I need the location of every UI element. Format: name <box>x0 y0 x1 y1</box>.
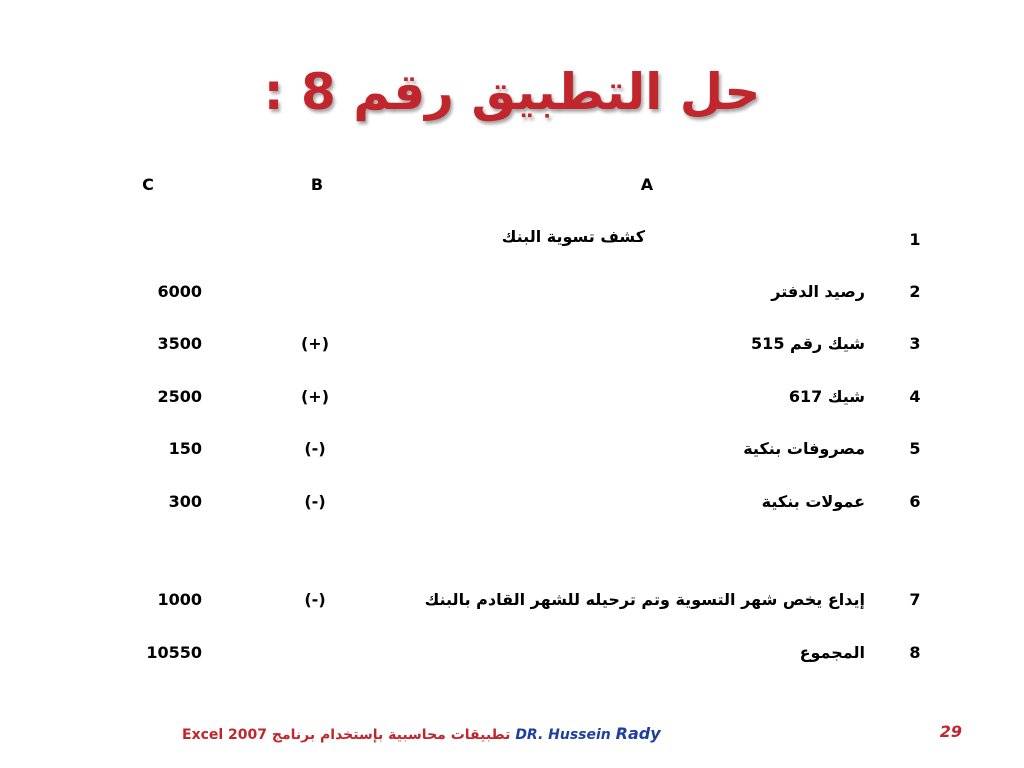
row-description: مصروفات بنكية <box>743 439 865 458</box>
row-description: رصيد الدفتر <box>771 282 865 301</box>
row-sign: (+) <box>300 334 330 353</box>
row-sign: (+) <box>300 387 330 406</box>
column-header-a: A <box>640 175 654 194</box>
table-row <box>0 487 1024 517</box>
row-number: 1 <box>909 230 921 249</box>
row-value: 6000 <box>157 282 202 301</box>
footer-author-name: Rady <box>615 724 661 743</box>
footer-arabic: تطبيقات محاسبية بإستخدام برنامج <box>271 727 511 743</box>
row-number: 3 <box>909 334 921 353</box>
table-row <box>0 434 1024 464</box>
table-row <box>0 277 1024 307</box>
row-sign <box>280 638 350 668</box>
footer-excel: Excel 2007 <box>182 727 268 743</box>
row-value: 1000 <box>157 590 202 609</box>
row-sign <box>280 225 350 255</box>
table-row <box>0 382 1024 412</box>
row-value: 10550 <box>146 643 202 662</box>
row-value: 2500 <box>157 387 202 406</box>
row-number: 5 <box>909 439 921 458</box>
row-description: شيك 617 <box>788 387 865 406</box>
row-description: عمولات بنكية <box>761 492 865 511</box>
footer-caption <box>182 722 661 746</box>
row-value: 150 <box>168 439 202 458</box>
row-sign: (-) <box>304 590 326 609</box>
table-row <box>0 329 1024 359</box>
row-number: 6 <box>909 492 921 511</box>
row-value: 300 <box>168 492 202 511</box>
row-description: المجموع <box>799 643 865 662</box>
row-number: 7 <box>909 590 921 609</box>
table-row <box>0 225 1024 255</box>
row-value: 3500 <box>157 334 202 353</box>
row-description: إيداع يخص شهر التسوية وتم ترحيله للشهر القادم بالبنك <box>424 590 865 609</box>
row-sign: (-) <box>304 439 326 458</box>
row-number: 2 <box>909 282 921 301</box>
row-sign: (-) <box>304 492 326 511</box>
row-description: شيك رقم 515 <box>751 334 865 353</box>
table-row-total <box>0 638 1024 668</box>
footer-author-prefix: DR. Hussein <box>515 727 611 743</box>
page-number: 29 <box>939 722 962 741</box>
column-header-b: B <box>310 175 324 194</box>
row-number: 4 <box>909 387 921 406</box>
slide-title: حل التطبيق رقم 8 : <box>263 63 761 121</box>
row-description: كشف تسوية البنك <box>501 227 645 246</box>
column-header-c: C <box>142 175 154 194</box>
row-number: 8 <box>909 643 921 662</box>
row-sign <box>280 277 350 307</box>
row-value <box>110 225 202 255</box>
table-row <box>0 585 1024 615</box>
